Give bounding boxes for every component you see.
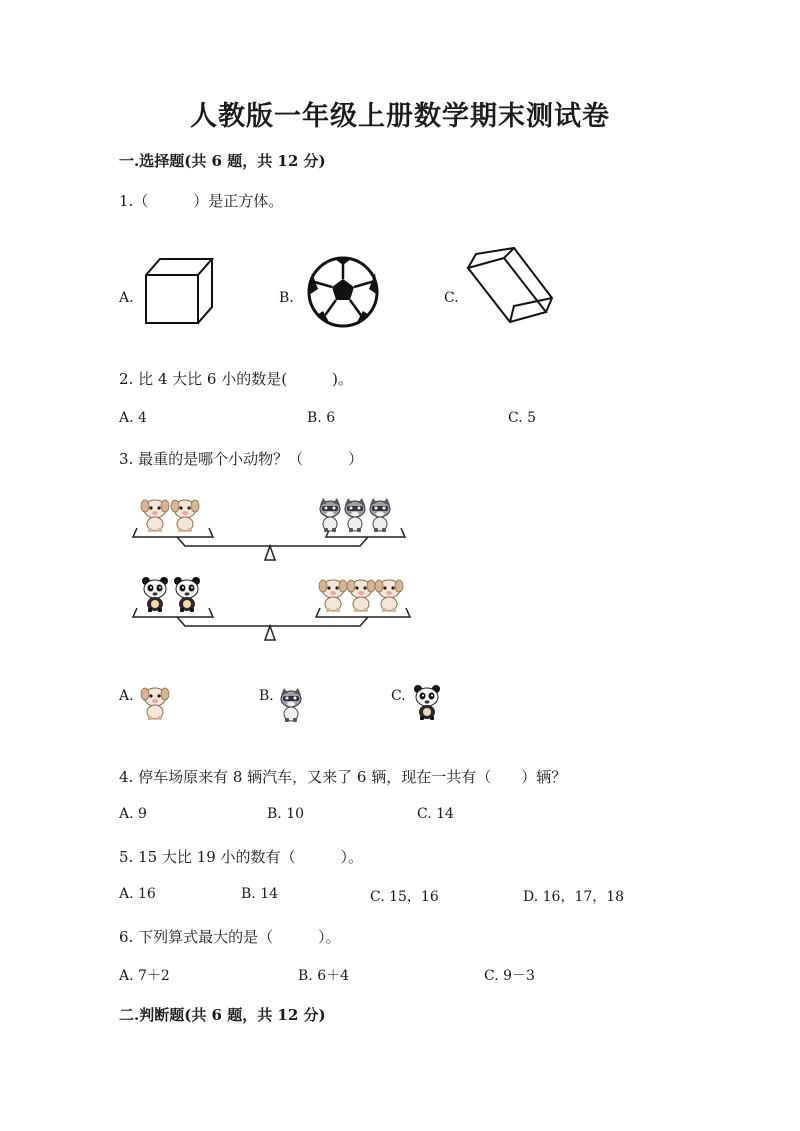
question-6-text: 6. 下列算式最大的是（ ）。 — [119, 928, 341, 946]
balance-scale-icon-2 — [125, 575, 415, 645]
question-3-text: 3. 最重的是哪个小动物？（ ） — [119, 450, 364, 468]
question-3-option-b[interactable]: B. — [259, 688, 274, 704]
question-5-text: 5. 15 大比 19 小的数有（ ）。 — [119, 848, 364, 866]
question-1-option-b[interactable]: B. — [279, 290, 294, 306]
balance-scale-icon — [125, 495, 415, 565]
panda-icon — [410, 683, 444, 725]
page-title: 人教版一年级上册数学期末测试卷 — [190, 101, 610, 132]
question-1-option-c[interactable]: C. — [444, 290, 459, 306]
raccoon-icon — [276, 688, 306, 728]
puppy-icon — [140, 685, 170, 725]
question-4-option-a[interactable]: A. 9 — [119, 806, 147, 822]
question-2-option-a[interactable]: A. 4 — [119, 410, 147, 426]
question-1-text: 1.（ ）是正方体。 — [119, 192, 284, 210]
question-4-option-c[interactable]: C. 14 — [417, 806, 454, 822]
question-2-text: 2. 比 4 大比 6 小的数是( )。 — [119, 370, 353, 388]
question-2-option-c[interactable]: C. 5 — [508, 410, 537, 426]
question-4-option-b[interactable]: B. 10 — [267, 806, 305, 822]
question-6-option-a[interactable]: A. 7＋2 — [119, 968, 170, 984]
question-2-option-b[interactable]: B. 6 — [307, 410, 336, 426]
question-4-text: 4. 停车场原来有 8 辆汽车，又来了 6 辆，现在一共有（ ）辆？ — [119, 768, 567, 786]
question-1-option-a[interactable]: A. — [119, 290, 134, 306]
question-5-option-d[interactable]: D. 16，17，18 — [523, 889, 625, 905]
question-6-option-c[interactable]: C. 9－3 — [484, 968, 535, 984]
question-3-option-a[interactable]: A. — [119, 688, 134, 704]
question-5-option-a[interactable]: A. 16 — [119, 886, 156, 902]
question-5-option-c[interactable]: C. 15，16 — [370, 889, 439, 905]
cuboid-icon — [464, 246, 559, 331]
question-5-option-b[interactable]: B. 14 — [241, 886, 279, 902]
soccer-ball-icon — [305, 255, 385, 330]
question-3-option-c[interactable]: C. — [391, 688, 406, 704]
section-heading-judgement: 二.判断题(共 6 题，共 12 分) — [119, 1006, 326, 1024]
question-6-option-b[interactable]: B. 6＋4 — [298, 968, 350, 984]
cube-icon — [140, 255, 220, 330]
section-heading-choice: 一.选择题(共 6 题，共 12 分) — [119, 152, 326, 170]
